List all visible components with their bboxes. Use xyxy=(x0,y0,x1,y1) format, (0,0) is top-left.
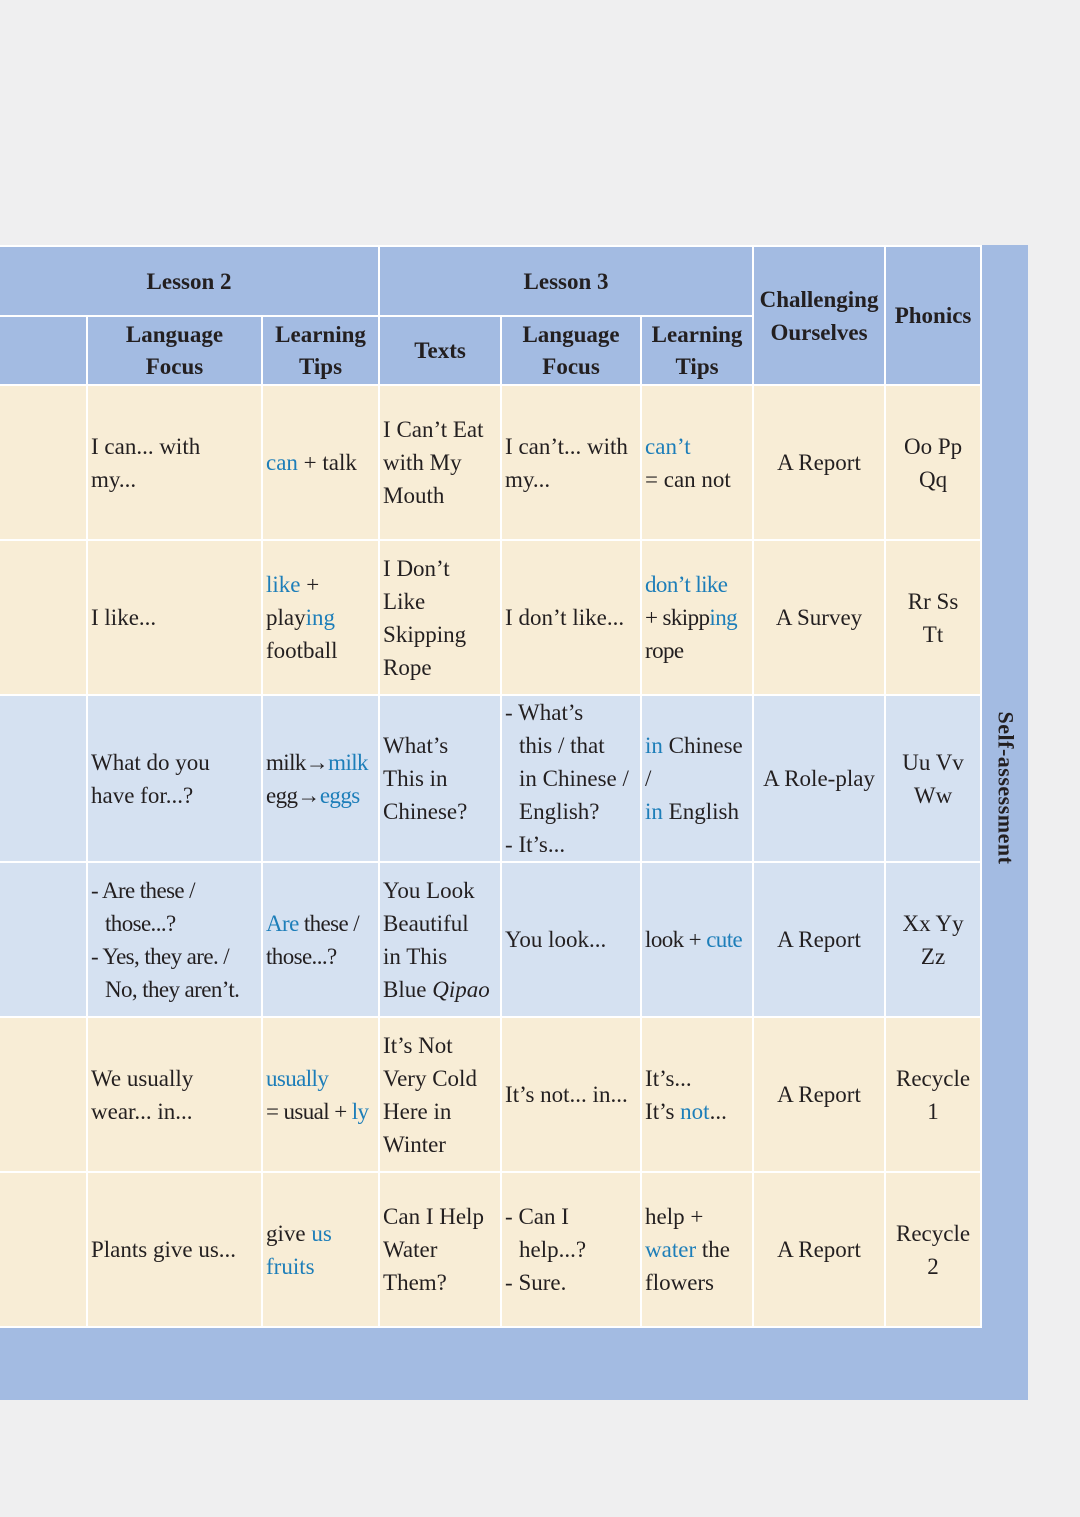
lesson3-header: Lesson 3 xyxy=(379,246,753,316)
l3-tips-cell: in Chinese / in English xyxy=(641,695,753,862)
l3-focus-cell: You look... xyxy=(501,862,641,1017)
row-blank-cell xyxy=(0,862,87,1017)
l2-tips-cell: Are these / those...? xyxy=(262,862,379,1017)
l2-focus-cell: - Are these / those...? - Yes, they are. / No, they aren’t. xyxy=(87,862,262,1017)
lesson2-header: Lesson 2 xyxy=(0,246,379,316)
challenging-header: Challenging Ourselves xyxy=(753,246,885,385)
phonics-cell: Xx Yy Zz xyxy=(885,862,981,1017)
l2-language-focus-header: Language Focus xyxy=(87,316,262,385)
l2-focus-cell: I like... xyxy=(87,540,262,695)
row-blank-cell xyxy=(0,385,87,540)
l2-tips-cell: can + talk xyxy=(262,385,379,540)
blank-header xyxy=(0,316,87,385)
l3-language-focus-header: Language Focus xyxy=(501,316,641,385)
challenge-cell: A Survey xyxy=(753,540,885,695)
l3-text-cell: I Can’t Eat with My Mouth xyxy=(379,385,501,540)
l2-tips-cell: usually = usual + ly xyxy=(262,1017,379,1172)
l3-text-cell: I Don’t Like Skipping Rope xyxy=(379,540,501,695)
table-row xyxy=(0,695,981,862)
l2-focus-cell: Plants give us... xyxy=(87,1172,262,1327)
l3-texts-header: Texts xyxy=(379,316,501,385)
challenge-cell: A Report xyxy=(753,385,885,540)
challenge-cell: A Report xyxy=(753,1172,885,1327)
l3-tips-cell: help + water the flowers xyxy=(641,1172,753,1327)
table-row xyxy=(0,385,981,540)
l2-focus-cell: What do you have for...? xyxy=(87,695,262,862)
row-blank-cell xyxy=(0,1017,87,1172)
l3-text-cell: It’s Not Very Cold Here in Winter xyxy=(379,1017,501,1172)
l3-text-cell: You Look Beautiful in This Blue Qipao xyxy=(379,862,501,1017)
row-blank-cell xyxy=(0,540,87,695)
l3-tips-cell: can’t = can not xyxy=(641,385,753,540)
l3-focus-cell: - Can I help...? - Sure. xyxy=(501,1172,641,1327)
phonics-cell: Uu Vv Ww xyxy=(885,695,981,862)
l2-tips-cell: like + playing football xyxy=(262,540,379,695)
l3-text-cell: Can I Help Water Them? xyxy=(379,1172,501,1327)
table-row xyxy=(0,862,981,1017)
l3-focus-cell: - What’s this / that in Chinese / English? - It’s... xyxy=(501,695,641,862)
l3-focus-cell: I don’t like... xyxy=(501,540,641,695)
l3-tips-cell: It’s... It’s not... xyxy=(641,1017,753,1172)
phonics-cell: Recycle 2 xyxy=(885,1172,981,1327)
l3-tips-cell: look + cute xyxy=(641,862,753,1017)
table-row xyxy=(0,1017,981,1172)
lesson-overview-table xyxy=(0,245,982,1328)
l2-focus-cell: We usually wear... in... xyxy=(87,1017,262,1172)
l3-focus-cell: I can’t... with my... xyxy=(501,385,641,540)
table-row xyxy=(0,1172,981,1327)
challenge-cell: A Report xyxy=(753,862,885,1017)
phonics-cell: Recycle 1 xyxy=(885,1017,981,1172)
row-blank-cell xyxy=(0,1172,87,1327)
phonics-header: Phonics xyxy=(885,246,981,385)
self-assessment-label: Self-assessment xyxy=(993,711,1019,864)
l2-tips-cell: milk→milk egg→eggs xyxy=(262,695,379,862)
l3-learning-tips-header: Learning Tips xyxy=(641,316,753,385)
l3-text-cell: What’s This in Chinese? xyxy=(379,695,501,862)
challenge-cell: A Report xyxy=(753,1017,885,1172)
l2-tips-cell: give us fruits xyxy=(262,1172,379,1327)
challenge-cell: A Role-play xyxy=(753,695,885,862)
l2-learning-tips-header: Learning Tips xyxy=(262,316,379,385)
l3-tips-cell: don’t like + skipping rope xyxy=(641,540,753,695)
phonics-cell: Oo Pp Qq xyxy=(885,385,981,540)
row-blank-cell xyxy=(0,695,87,862)
table-row xyxy=(0,540,981,695)
phonics-cell: Rr Ss Tt xyxy=(885,540,981,695)
self-assessment-tab xyxy=(983,245,1028,1330)
l2-focus-cell: I can... with my... xyxy=(87,385,262,540)
l3-focus-cell: It’s not... in... xyxy=(501,1017,641,1172)
